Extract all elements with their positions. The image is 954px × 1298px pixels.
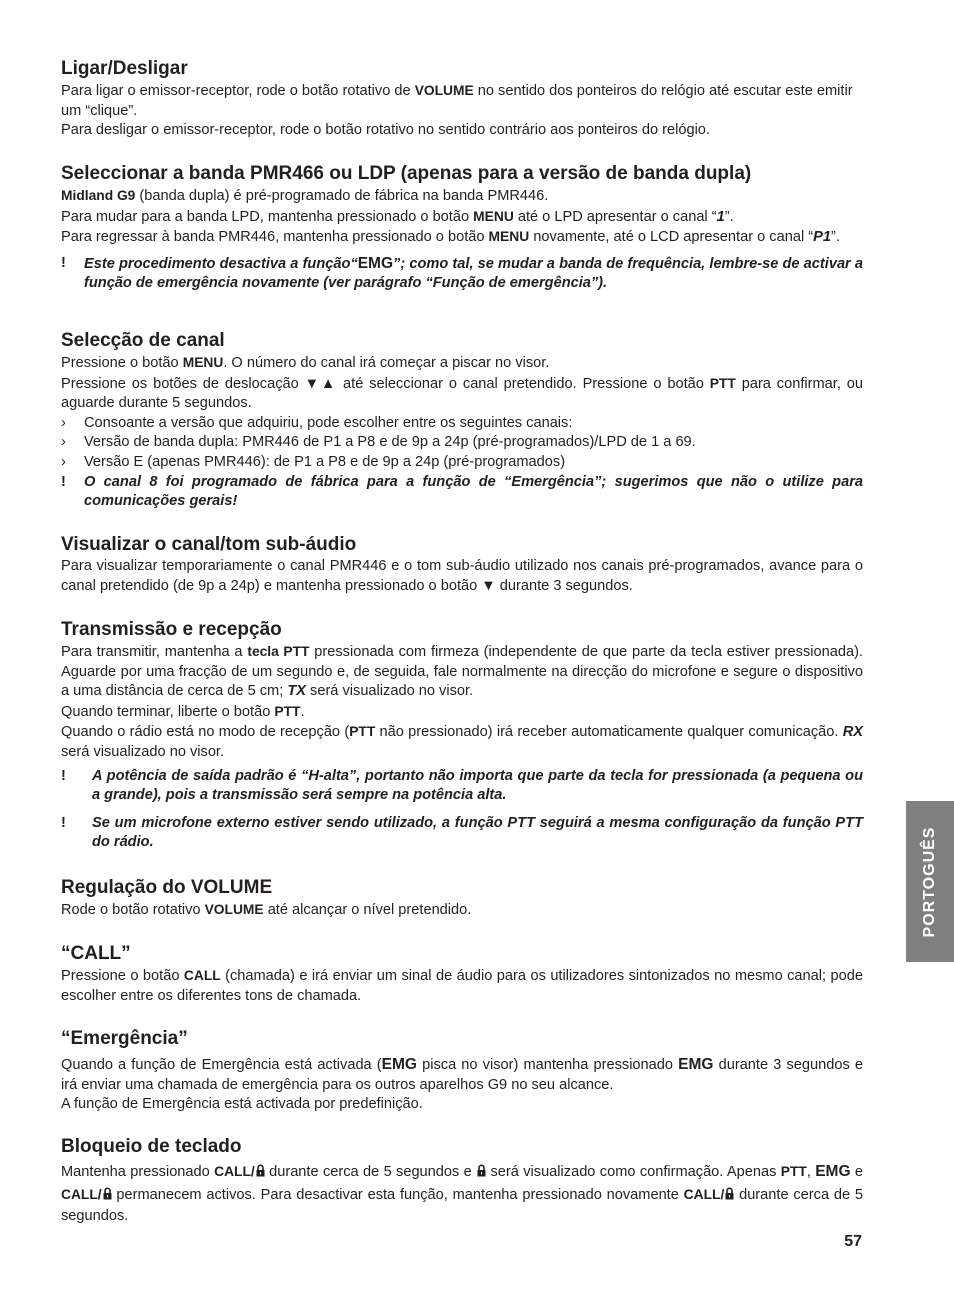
heading-band: Seleccionar a banda PMR466 ou LDP (apenas para a versão de banda dupla) xyxy=(61,163,752,184)
section-power xyxy=(61,57,863,141)
channel-paragraph-1: Pressione o botão MENU. O número do canal irá começar a piscar no visor. xyxy=(61,355,550,371)
power-paragraph-1: Para ligar o emissor-receptor, rode o botão rotativo de VOLUME no sentido dos ponteiros do relógio até escutar este emitir um “clique”. xyxy=(61,83,853,119)
heading-call: “CALL” xyxy=(61,943,131,964)
heading-power: Ligar/Desligar xyxy=(61,58,188,79)
txrx-note-2: ! Se um microfone externo estiver sendo utilizado, a função PTT seguirá a mesma configuração da função PTT do rádio. xyxy=(61,814,863,851)
language-label: PORTOGUÊS xyxy=(921,826,938,937)
channel-paragraph-2: Pressione os botões de deslocação ▼▲ até seleccionar o canal pretendido. Pressione o botão PTT para confirmar, ou aguarde durante 5 segundos. xyxy=(61,375,863,412)
list-item: › Consoante a versão que adquiriu, pode escolher entre os seguintes canais: xyxy=(61,414,573,431)
txrx-paragraph-2: Quando terminar, liberte o botão PTT. xyxy=(61,703,305,720)
heading-txrx: Transmissão e recepção xyxy=(61,619,282,640)
section-volume xyxy=(61,876,863,921)
section-subaudio xyxy=(61,533,863,596)
band-paragraph-3: Para regressar à banda PMR446, mantenha pressionado o botão MENU novamente, até o LCD apresentar o canal “P1”. xyxy=(61,229,840,246)
txrx-note-1: ! A potência de saída padrão é “H-alta”, portanto não importa que parte da tecla for pressionada (a pequena ou a grande), pois a transmissão será sempre na potência alta. xyxy=(61,767,863,804)
lock-icon xyxy=(103,1187,112,1200)
language-side-tab xyxy=(906,801,954,962)
heading-volume: Regulação do VOLUME xyxy=(61,877,273,898)
list-item: › Versão E (apenas PMR446): de P1 a P8 e de 9p a 24p (pré-programados) xyxy=(61,453,566,470)
call-paragraph-1: Pressione o botão CALL (chamada) e irá enviar um sinal de áudio para os utilizadores sintonizados no mesmo canal; pode escolher entre os diferentes tons de chamada. xyxy=(61,968,863,1004)
keylock-paragraph-1: Mantenha pressionado CALL/ durante cerca de 5 segundos e será visualizado como confirmação. Apenas PTT, EMG e CALL/ permanecem activos. Para desactivar esta função, mantenha pressionado novamente CALL/ durante cerca de 5 segundos. xyxy=(61,1163,863,1224)
section-call xyxy=(61,942,863,1006)
list-item: › Versão de banda dupla: PMR446 de P1 a P8 e de 9p a 24p (pré-programados)/LPD de 1 a 69. xyxy=(61,434,696,451)
txrx-paragraph-3: Quando o rádio está no modo de recepção (PTT não pressionado) irá receber automaticamente qualquer comunicação. RX será visualizado no visor. xyxy=(61,724,863,760)
heading-keylock: Bloqueio de teclado xyxy=(61,1136,242,1157)
lock-icon xyxy=(477,1164,486,1177)
channel-note: ! O canal 8 foi programado de fábrica para a função de “Emergência”; sugerimos que não o utilize para comunicações gerais! xyxy=(61,473,863,510)
band-paragraph-1: Midland G9 (banda dupla) é pré-programado de fábrica na banda PMR446. xyxy=(61,188,549,204)
emergency-paragraph-1: Quando a função de Emergência está activada (EMG pisca no visor) mantenha pressionado EMG durante 3 segundos e irá enviar uma chamada de emergência para os outros aparelhos G9 no seu alcance. xyxy=(61,1056,863,1093)
heading-subaudio: Visualizar o canal/tom sub-áudio xyxy=(61,534,357,555)
heading-emergency: “Emergência” xyxy=(61,1028,188,1049)
lock-icon xyxy=(725,1187,734,1200)
lock-icon xyxy=(256,1164,265,1177)
emergency-paragraph-2: A função de Emergência está activada por predefinição. xyxy=(61,1096,423,1113)
band-note: ! Este procedimento desactiva a função“EMG”; como tal, se mudar a banda de frequência, lembre-se de activar a função de emergência novamente (ver parágrafo “Função de emergência”). xyxy=(61,254,864,292)
page-number: 57 xyxy=(844,1233,862,1250)
band-paragraph-2: Para mudar para a banda LPD, mantenha pressionado o botão MENU até o LPD apresentar o canal “1”. xyxy=(61,208,734,225)
subaudio-paragraph-1: Para visualizar temporariamente o canal PMR446 e o tom sub-áudio utilizado nos canais pré-programados, avance para o canal pretendido (de 9p a 24p) e mantenha pressionado o botão ▼ durante 3 segundos. xyxy=(61,558,863,594)
section-keylock xyxy=(61,1135,863,1228)
volume-paragraph-1: Rode o botão rotativo VOLUME até alcançar o nível pretendido. xyxy=(61,902,472,918)
section-emergency xyxy=(61,1027,863,1115)
heading-channel: Selecção de canal xyxy=(61,330,225,351)
section-txrx xyxy=(61,618,863,853)
section-band xyxy=(61,162,863,294)
section-channel xyxy=(61,329,863,512)
txrx-paragraph-1: Para transmitir, mantenha a tecla PTT pressionada com firmeza (independente de que parte da tecla estiver pressionada). Aguarde por uma fracção de um segundo e, de seguida, fale normalmente na direcção do microfone e segure o dispositivo a uma distância de cerca de 5 cm; TX será visualizado no visor. xyxy=(61,644,863,700)
power-paragraph-2: Para desligar o emissor-receptor, rode o botão rotativo no sentido contrário aos ponteiros do relógio. xyxy=(61,122,710,139)
